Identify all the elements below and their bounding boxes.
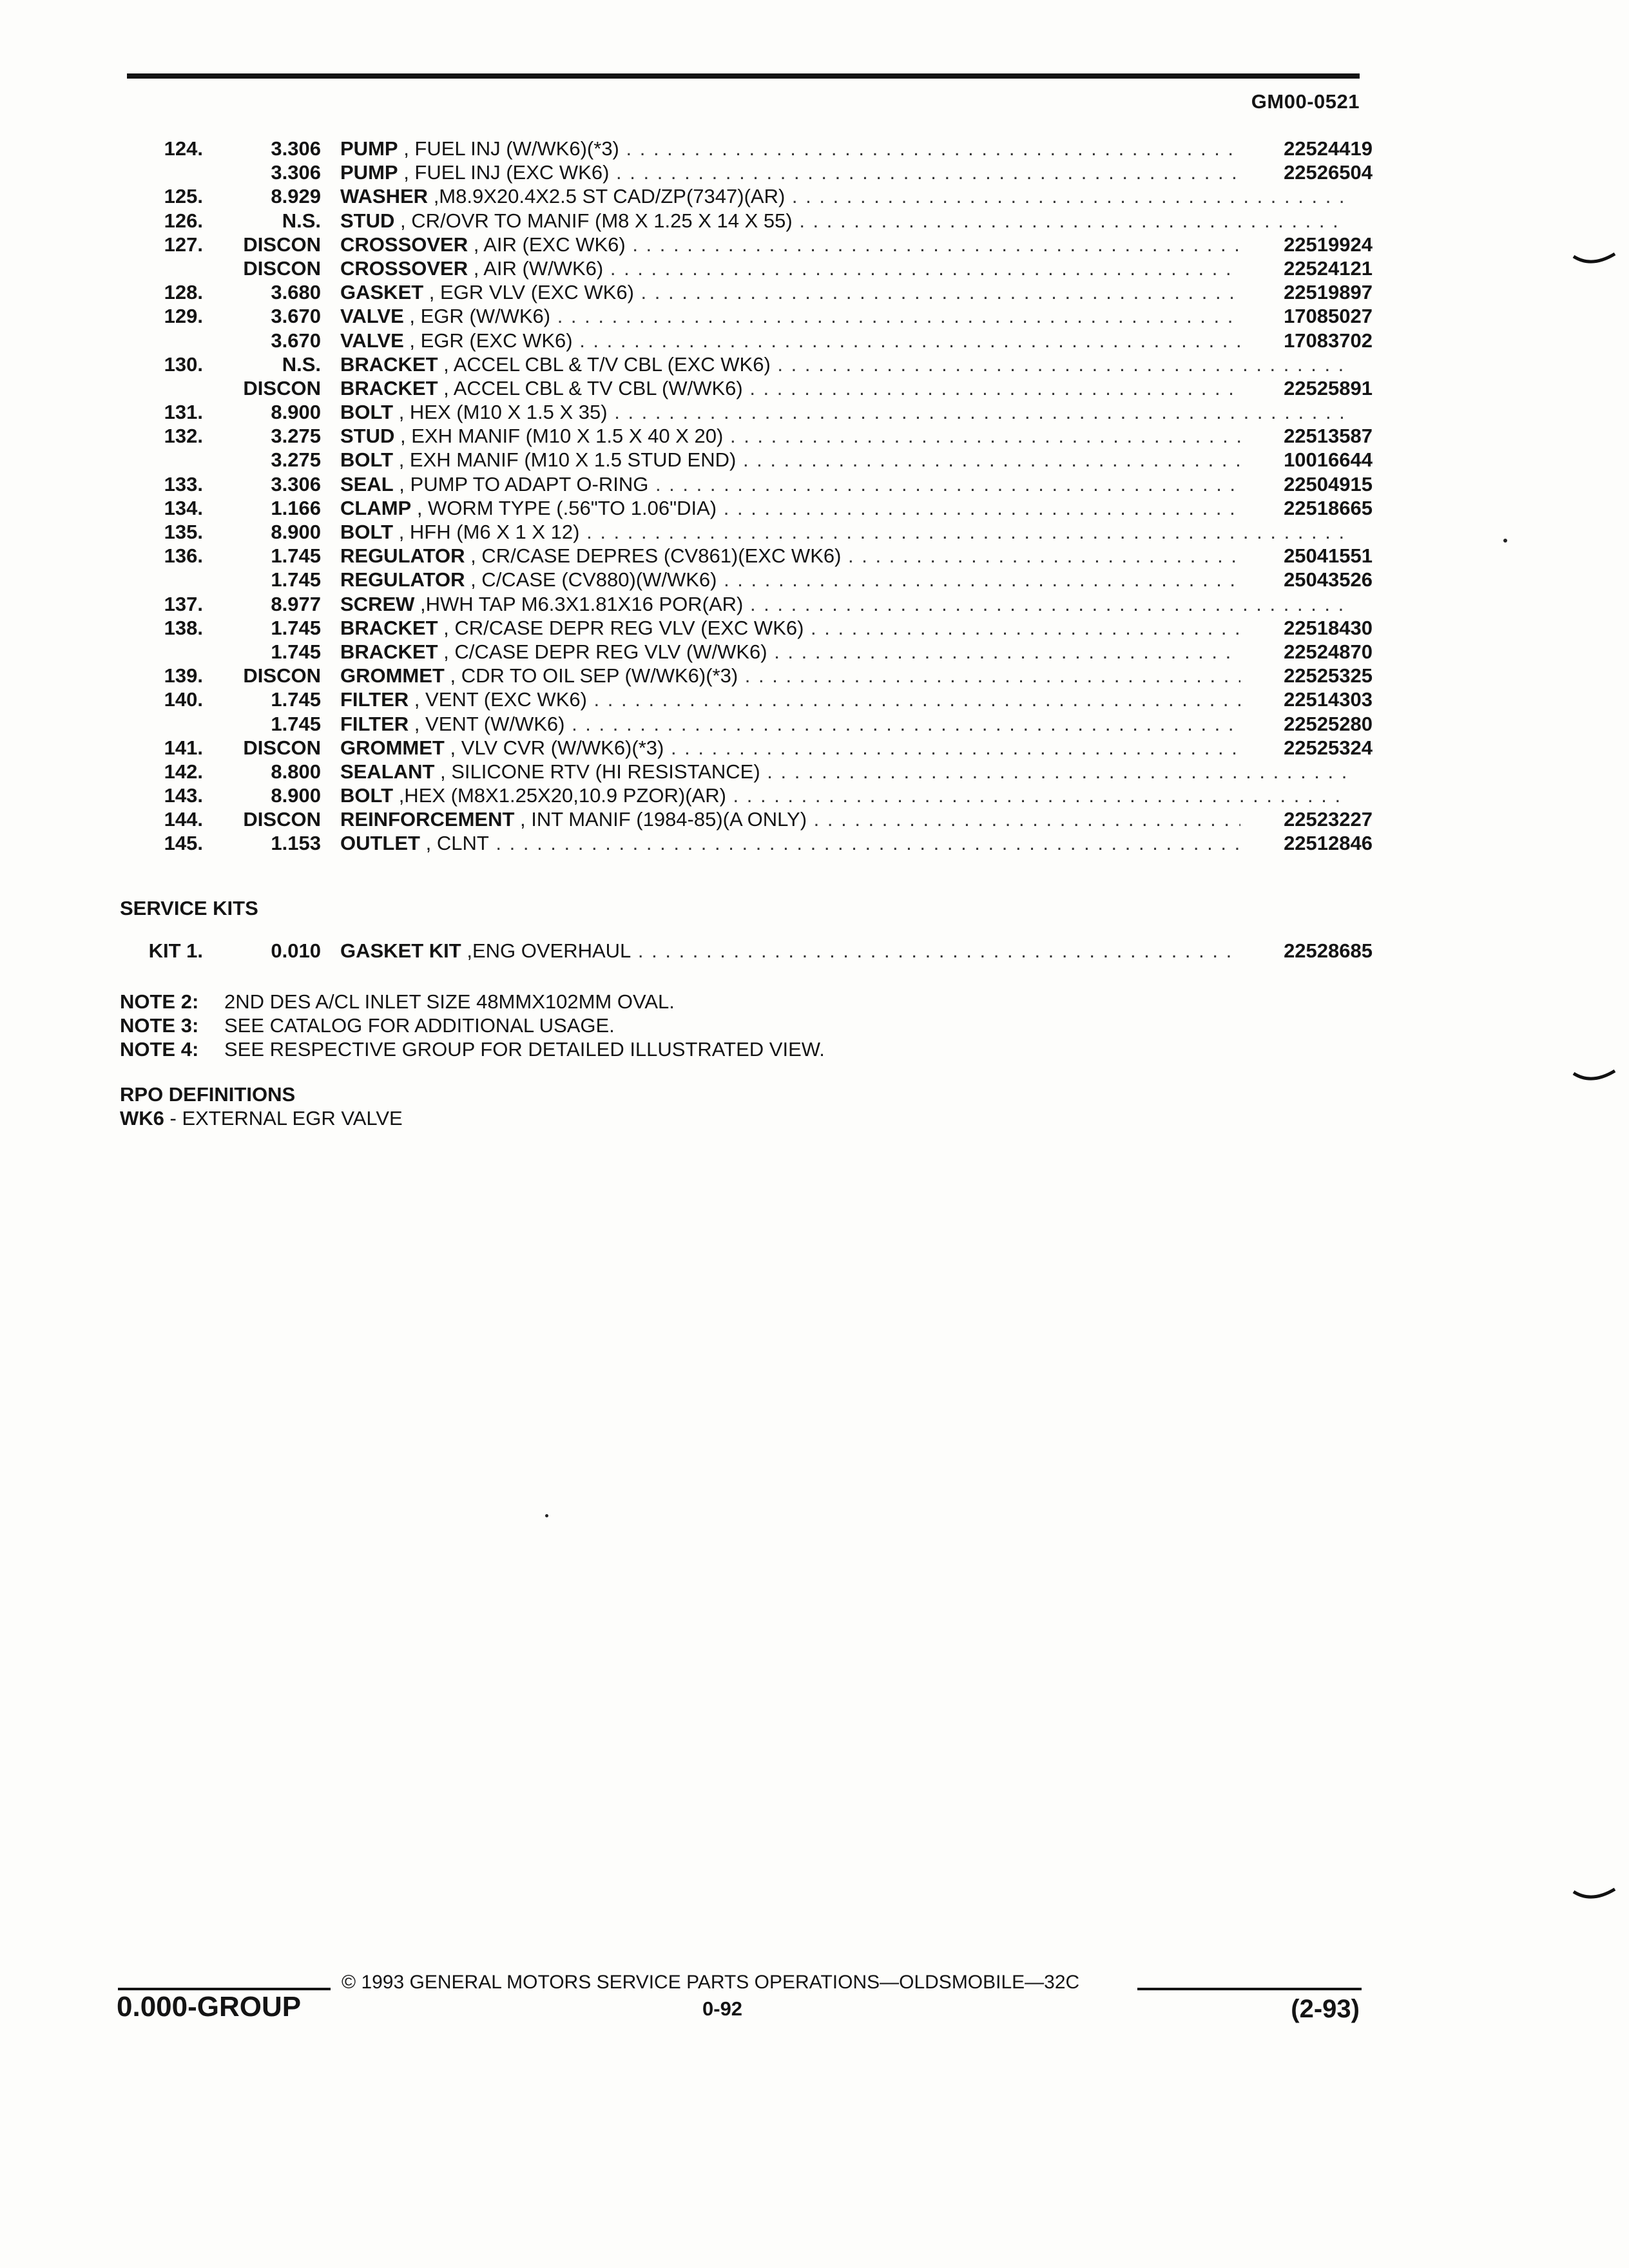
- part-description: [340, 304, 1345, 328]
- part-description: [340, 592, 1345, 616]
- part-row: [122, 376, 1373, 400]
- part-row: [122, 520, 1366, 544]
- footer-group: 0.000-GROUP: [117, 1991, 302, 2023]
- part-number: 22513587: [1240, 424, 1373, 448]
- group-code: 3.275: [271, 448, 321, 472]
- group-code: N.S.: [282, 352, 321, 376]
- group-code: 8.977: [271, 592, 321, 615]
- item-number: 142.: [164, 760, 203, 783]
- item-number: 128.: [164, 281, 203, 304]
- note-label: NOTE 2:: [120, 990, 199, 1013]
- part-number: 22525280: [1240, 712, 1373, 736]
- part-row: [122, 640, 1373, 664]
- item-number: 141.: [164, 736, 203, 759]
- part-row: [122, 807, 1373, 831]
- part-name: STUD: [340, 425, 395, 448]
- part-details: , EXH MANIF (M10 X 1.5 STUD END): [393, 448, 737, 472]
- part-number: 22512846: [1240, 831, 1373, 855]
- note-text: SEE RESPECTIVE GROUP FOR DETAILED ILLUSTRATED VIEW.: [224, 1038, 825, 1061]
- item-number: 144.: [164, 808, 203, 831]
- group-code: 8.900: [271, 784, 321, 807]
- part-details: , HEX (M10 X 1.5 X 35): [393, 401, 608, 424]
- item-number: 143.: [164, 784, 203, 807]
- part-details: , AIR (W/WK6): [468, 256, 604, 280]
- group-code: 8.900: [271, 521, 321, 543]
- part-description: [340, 760, 1345, 783]
- note-line: [120, 1037, 825, 1061]
- part-details: , CDR TO OIL SEP (W/WK6)(*3): [444, 664, 738, 687]
- part-description: [340, 544, 1345, 568]
- part-name: PUMP: [340, 137, 398, 160]
- part-row: [122, 472, 1373, 496]
- part-details: , EGR (W/WK6): [403, 305, 551, 328]
- part-row: [122, 233, 1373, 256]
- rpo-definition: - EXTERNAL EGR VALVE: [164, 1107, 403, 1129]
- part-description: [340, 280, 1345, 304]
- item-number: 132.: [164, 425, 203, 448]
- part-details: , WORM TYPE (.56"TO 1.06"DIA): [411, 496, 717, 519]
- part-details: , C/CASE DEPR REG VLV (W/WK6): [438, 640, 767, 663]
- note-line: [120, 1014, 825, 1037]
- item-number: 127.: [164, 233, 203, 256]
- note-text: SEE CATALOG FOR ADDITIONAL USAGE.: [224, 1014, 615, 1037]
- part-row: [122, 424, 1373, 448]
- part-name: SCREW: [340, 592, 415, 615]
- part-details: , HFH (M6 X 1 X 12): [393, 521, 580, 543]
- note-label: NOTE 4:: [120, 1038, 199, 1061]
- part-description: [340, 376, 1345, 400]
- part-details: ,HEX (M8X1.25X20,10.9 PZOR)(AR): [393, 784, 726, 807]
- part-name: BOLT: [340, 401, 394, 424]
- part-number: 22528685: [1240, 939, 1373, 963]
- part-row: [122, 304, 1373, 328]
- part-description: [340, 184, 1345, 208]
- item-number: 124.: [164, 137, 203, 160]
- part-row: [122, 616, 1373, 640]
- part-number: 17083702: [1240, 329, 1373, 352]
- footer-rule-left: [118, 1988, 331, 1990]
- part-row: [122, 712, 1373, 736]
- group-code: DISCON: [243, 376, 321, 399]
- part-description: [340, 939, 1345, 963]
- part-name: VALVE: [340, 305, 404, 328]
- item-number: 134.: [164, 496, 203, 519]
- part-name: OUTLET: [340, 832, 420, 855]
- group-code: 3.680: [271, 281, 321, 304]
- item-number: 145.: [164, 832, 203, 855]
- part-row: [122, 783, 1366, 807]
- parts-list: [122, 137, 1373, 856]
- part-number: 22525891: [1240, 376, 1373, 400]
- part-description: [340, 736, 1345, 760]
- part-number: 22525325: [1240, 664, 1373, 687]
- part-number: 22519897: [1240, 280, 1373, 304]
- part-number: 22525324: [1240, 736, 1373, 760]
- group-code: DISCON: [243, 256, 321, 280]
- item-number: 133.: [164, 472, 203, 495]
- item-number: 140.: [164, 688, 203, 711]
- group-code: 8.929: [271, 185, 321, 208]
- part-name: BRACKET: [340, 376, 438, 399]
- part-name: SEALANT: [340, 760, 435, 783]
- service-kits-list: [122, 939, 1373, 963]
- group-code: 3.275: [271, 425, 321, 448]
- part-name: GROMMET: [340, 736, 445, 759]
- part-description: [340, 400, 1345, 424]
- note-line: [120, 990, 825, 1014]
- item-number: 137.: [164, 592, 203, 615]
- part-row: [122, 280, 1373, 304]
- part-name: REINFORCEMENT: [340, 808, 515, 831]
- group-code: 3.670: [271, 305, 321, 328]
- part-description: [340, 496, 1345, 520]
- part-description: [340, 137, 1345, 160]
- part-row: [122, 329, 1373, 352]
- document-id: GM00-0521: [1251, 90, 1360, 113]
- note-text: 2ND DES A/CL INLET SIZE 48MMX102MM OVAL.: [224, 990, 675, 1013]
- item-number: 138.: [164, 616, 203, 639]
- part-details: , EGR (EXC WK6): [403, 329, 573, 352]
- part-details: , CLNT: [420, 832, 489, 855]
- part-row: [122, 544, 1373, 568]
- group-code: 1.745: [271, 568, 321, 591]
- part-description: [340, 616, 1345, 640]
- item-number: 131.: [164, 401, 203, 424]
- group-code: 1.166: [271, 496, 321, 519]
- group-code: 0.010: [271, 939, 321, 962]
- part-name: GASKET: [340, 281, 424, 304]
- part-number: 22518430: [1240, 616, 1373, 640]
- part-name: WASHER: [340, 185, 429, 208]
- part-details: , C/CASE (CV880)(W/WK6): [465, 568, 717, 591]
- part-description: [340, 783, 1345, 807]
- part-row: [122, 736, 1373, 760]
- part-details: , FUEL INJ (W/WK6)(*3): [398, 137, 619, 160]
- item-number: 129.: [164, 305, 203, 328]
- notes-block: [120, 990, 825, 1061]
- part-row: [122, 209, 1366, 233]
- rpo-code: WK6: [120, 1107, 164, 1129]
- part-description: [340, 712, 1345, 736]
- part-name: GASKET KIT: [340, 939, 461, 962]
- part-row: [122, 160, 1373, 184]
- part-name: BRACKET: [340, 616, 438, 639]
- part-details: , SILICONE RTV (HI RESISTANCE): [434, 760, 760, 783]
- part-details: , VENT (W/WK6): [409, 712, 565, 735]
- item-number: KIT 1.: [148, 939, 203, 962]
- footer-page-number: 0-92: [702, 1997, 743, 2020]
- top-rule: [127, 73, 1360, 79]
- part-name: BOLT: [340, 448, 394, 472]
- scan-speck: [1503, 539, 1507, 543]
- group-code: 1.745: [271, 712, 321, 735]
- part-details: , CR/CASE DEPRES (CV861)(EXC WK6): [465, 544, 842, 568]
- service-kits-title: SERVICE KITS: [120, 897, 258, 919]
- group-code: 8.800: [271, 760, 321, 783]
- group-code: DISCON: [243, 808, 321, 831]
- part-row: [122, 256, 1373, 280]
- part-description: [340, 256, 1345, 280]
- part-description: [340, 664, 1345, 687]
- part-details: ,HWH TAP M6.3X1.81X16 POR(AR): [414, 592, 744, 615]
- part-number: 25041551: [1240, 544, 1373, 568]
- part-row: [122, 400, 1366, 424]
- scan-speck: [545, 1514, 548, 1517]
- part-number: 22524870: [1240, 640, 1373, 664]
- part-name: VALVE: [340, 329, 404, 352]
- part-row: [122, 687, 1373, 711]
- group-code: 1.745: [271, 688, 321, 711]
- part-description: [340, 807, 1345, 831]
- part-details: , EXH MANIF (M10 X 1.5 X 40 X 20): [394, 425, 724, 448]
- part-row: [122, 352, 1366, 376]
- part-description: [340, 831, 1345, 855]
- item-number: 130.: [164, 352, 203, 376]
- part-name: CLAMP: [340, 496, 412, 519]
- part-row: [122, 760, 1366, 783]
- group-code: 3.306: [271, 137, 321, 160]
- item-number: 136.: [164, 544, 203, 568]
- part-row: [122, 496, 1373, 520]
- part-name: SEAL: [340, 472, 394, 495]
- group-code: 1.745: [271, 640, 321, 663]
- part-description: [340, 209, 1345, 233]
- part-details: , INT MANIF (1984-85)(A ONLY): [514, 808, 807, 831]
- part-details: , AIR (EXC WK6): [468, 233, 626, 256]
- part-description: [340, 687, 1345, 711]
- binder-hole-mark: [1572, 253, 1616, 267]
- group-code: 3.670: [271, 329, 321, 352]
- part-description: [340, 472, 1345, 496]
- footer-rule-right: [1137, 1988, 1362, 1990]
- part-name: REGULATOR: [340, 568, 465, 591]
- note-label: NOTE 3:: [120, 1014, 199, 1037]
- group-code: N.S.: [282, 209, 321, 232]
- part-number: 22524419: [1240, 137, 1373, 160]
- part-details: , EGR VLV (EXC WK6): [423, 281, 634, 304]
- group-code: DISCON: [243, 736, 321, 759]
- part-details: ,ENG OVERHAUL: [461, 939, 631, 962]
- part-details: , VENT (EXC WK6): [409, 688, 587, 711]
- rpo-entry: [120, 1106, 403, 1130]
- part-name: GROMMET: [340, 664, 445, 687]
- group-code: DISCON: [243, 233, 321, 256]
- part-description: [340, 568, 1345, 591]
- part-description: [340, 352, 1345, 376]
- binder-hole-mark: [1572, 1070, 1616, 1084]
- item-number: 125.: [164, 185, 203, 208]
- part-name: CROSSOVER: [340, 233, 468, 256]
- group-code: 3.306: [271, 472, 321, 495]
- rpo-definitions: [120, 1082, 403, 1130]
- part-row: [122, 939, 1373, 963]
- part-row: [122, 664, 1373, 687]
- part-description: [340, 160, 1345, 184]
- part-description: [340, 329, 1345, 352]
- part-description: [340, 640, 1345, 664]
- part-name: BRACKET: [340, 640, 438, 663]
- item-number: 135.: [164, 521, 203, 543]
- part-name: BOLT: [340, 521, 394, 543]
- part-number: 22518665: [1240, 496, 1373, 520]
- part-details: , VLV CVR (W/WK6)(*3): [444, 736, 664, 759]
- part-number: 22523227: [1240, 807, 1373, 831]
- part-description: [340, 520, 1345, 544]
- part-number: 25043526: [1240, 568, 1373, 591]
- part-name: REGULATOR: [340, 544, 465, 568]
- part-name: FILTER: [340, 688, 409, 711]
- part-number: 22526504: [1240, 160, 1373, 184]
- group-code: 1.153: [271, 832, 321, 855]
- part-name: CROSSOVER: [340, 256, 468, 280]
- part-row: [122, 568, 1373, 591]
- part-details: , ACCEL CBL & TV CBL (W/WK6): [438, 376, 743, 399]
- part-details: ,M8.9X20.4X2.5 ST CAD/ZP(7347)(AR): [428, 185, 786, 208]
- part-number: 10016644: [1240, 448, 1373, 472]
- item-number: 139.: [164, 664, 203, 687]
- part-name: FILTER: [340, 712, 409, 735]
- part-name: BOLT: [340, 784, 394, 807]
- part-name: BRACKET: [340, 352, 438, 376]
- part-name: STUD: [340, 209, 395, 232]
- part-row: [122, 184, 1366, 208]
- item-number: 126.: [164, 209, 203, 232]
- group-code: DISCON: [243, 664, 321, 687]
- binder-hole-mark: [1572, 1888, 1616, 1902]
- footer-date: (2-93): [1291, 1995, 1360, 2023]
- part-description: [340, 233, 1345, 256]
- part-details: , CR/OVR TO MANIF (M8 X 1.25 X 14 X 55): [394, 209, 793, 232]
- part-number: 22519924: [1240, 233, 1373, 256]
- part-row: [122, 448, 1373, 472]
- group-code: 8.900: [271, 401, 321, 424]
- part-row: [122, 137, 1373, 160]
- part-number: 22524121: [1240, 256, 1373, 280]
- part-description: [340, 448, 1345, 472]
- part-details: , ACCEL CBL & T/V CBL (EXC WK6): [438, 352, 771, 376]
- part-row: [122, 831, 1373, 855]
- footer-copyright: © 1993 GENERAL MOTORS SERVICE PARTS OPERATIONS—OLDSMOBILE—32C: [342, 1972, 1080, 1993]
- group-code: 1.745: [271, 616, 321, 639]
- group-code: 3.306: [271, 161, 321, 184]
- part-details: , CR/CASE DEPR REG VLV (EXC WK6): [438, 616, 804, 639]
- part-number: 17085027: [1240, 304, 1373, 328]
- part-number: 22514303: [1240, 687, 1373, 711]
- part-name: PUMP: [340, 161, 398, 184]
- rpo-title: RPO DEFINITIONS: [120, 1083, 296, 1106]
- part-row: [122, 592, 1366, 616]
- part-details: , FUEL INJ (EXC WK6): [398, 161, 610, 184]
- part-details: , PUMP TO ADAPT O-RING: [393, 472, 649, 495]
- group-code: 1.745: [271, 544, 321, 568]
- part-number: 22504915: [1240, 472, 1373, 496]
- part-description: [340, 424, 1345, 448]
